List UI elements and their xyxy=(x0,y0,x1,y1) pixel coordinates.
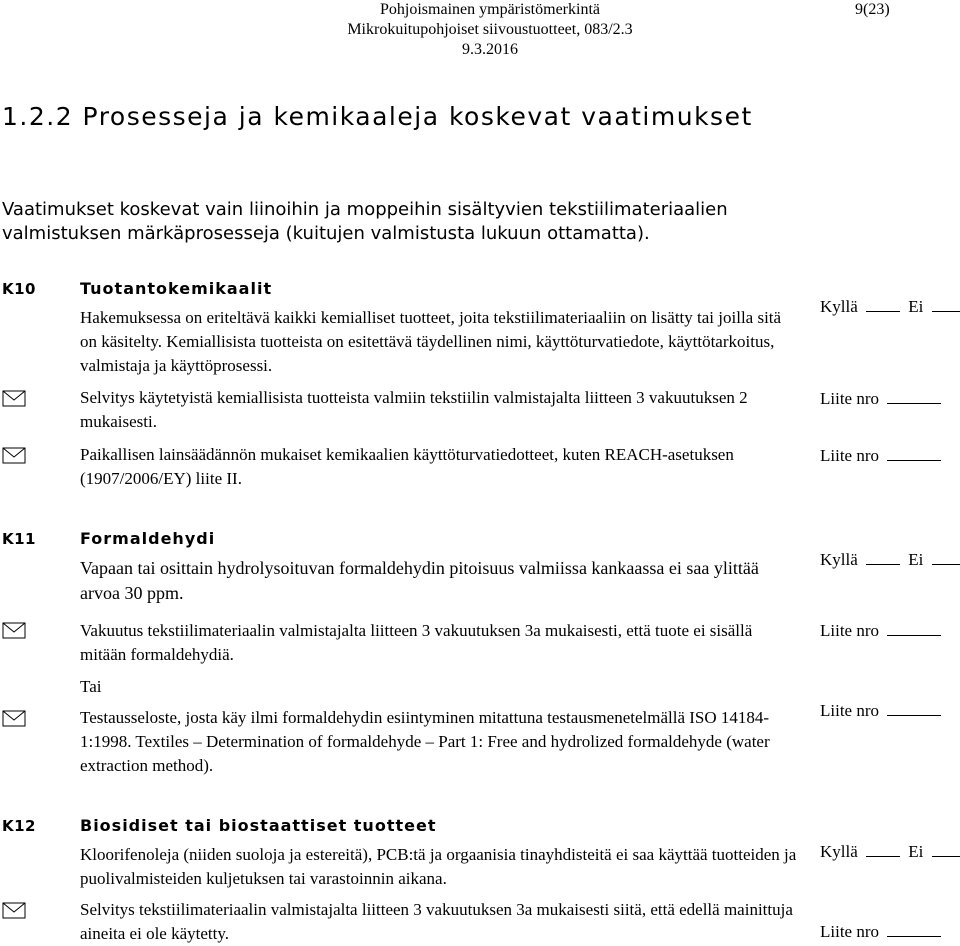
attachment-blank[interactable] xyxy=(887,387,941,404)
attachment-blank[interactable] xyxy=(887,699,941,716)
header-document-name: Mikrokuitupohjoiset siivoustuotteet, 083/2.3 xyxy=(347,21,633,38)
yes-no-answer-k10[interactable] xyxy=(820,295,960,319)
requirement-text-k12: Kloorifenoleja (niiden suoloja ja estereitä), PCB:tä ja orgaanisia tinayhdisteitä ei saa käyttää tuotteiden ja puolivalmisteiden kuljetuksen tai varastoinnin aikana. xyxy=(80,845,797,888)
envelope-icon xyxy=(2,622,26,639)
attachment-field-k11-2[interactable] xyxy=(820,699,941,723)
requirement-text-k11: Vapaan tai osittain hydrolysoituvan formaldehydin pitoisuus valmiissa kankaassa ei saa ylittää arvoa 30 ppm. xyxy=(80,558,759,603)
page-number: 9(23) xyxy=(855,1,890,18)
documentation-k11-1: Vakuutus tekstiilimateriaalin valmistajalta liitteen 3 vakuutuksen 3a mukaisesti, että tuote ei sisällä mitään formaldehydiä. xyxy=(80,621,753,664)
envelope-icon xyxy=(2,390,26,407)
yes-blank[interactable] xyxy=(866,548,900,565)
attachment-label: Liite nro xyxy=(820,621,880,640)
no-blank[interactable] xyxy=(932,295,960,312)
envelope-icon xyxy=(2,710,26,727)
attachment-blank[interactable] xyxy=(887,920,941,937)
requirement-code-k10: K10 xyxy=(2,280,36,298)
yes-label: Kyllä xyxy=(820,842,858,861)
attachment-label: Liite nro xyxy=(820,922,880,941)
no-blank[interactable] xyxy=(932,548,960,565)
no-label: Ei xyxy=(908,842,924,861)
section-title: 1.2.2 Prosesseja ja kemikaaleja koskevat vaatimukset xyxy=(2,102,753,131)
attachment-label: Liite nro xyxy=(820,389,880,408)
attachment-label: Liite nro xyxy=(820,446,880,465)
documentation-k10-1: Selvitys käytetyistä kemiallisista tuotteista valmiin tekstiilin valmistajalta liitteen 3 vakuutuksen 2 mukaisesti. xyxy=(80,388,748,431)
envelope-icon xyxy=(2,447,26,464)
requirement-title-k10: Tuotantokemikaalit xyxy=(80,279,273,298)
yes-blank[interactable] xyxy=(866,840,900,857)
requirement-code-k11: K11 xyxy=(2,530,36,548)
requirement-title-k12: Biosidiset tai biostaattiset tuotteet xyxy=(80,816,437,835)
no-blank[interactable] xyxy=(932,840,960,857)
yes-no-answer-k12[interactable] xyxy=(820,840,960,864)
header-date: 9.3.2016 xyxy=(462,41,518,58)
envelope-icon xyxy=(2,902,26,919)
attachment-blank[interactable] xyxy=(887,444,941,461)
attachment-field-k11-1[interactable] xyxy=(820,619,941,643)
attachment-field-k10-1[interactable] xyxy=(820,387,941,411)
no-label: Ei xyxy=(908,297,924,316)
documentation-k12-1: Selvitys tekstiilimateriaalin valmistajalta liitteen 3 vakuutuksen 3a mukaisesti siitä, että edellä mainittuja aineita ei ole käytetty. xyxy=(80,900,793,943)
requirement-code-k12: K12 xyxy=(2,817,36,835)
document-header xyxy=(300,0,680,60)
requirement-text-k10: Hakemuksessa on eriteltävä kaikki kemialliset tuotteet, joita tekstiilimateriaaliin on lisätty tai joilla sitä on käsitelty. Kemiallisista tuotteista on esitettävä täydellinen nimi, käyttöturvatiedote, käyttötarkoitus, valmistaja ja käyttöprosessi. xyxy=(80,308,782,375)
attachment-blank[interactable] xyxy=(887,619,941,636)
attachment-label: Liite nro xyxy=(820,701,880,720)
attachment-field-k12-1[interactable] xyxy=(820,920,941,944)
attachment-field-k10-2[interactable] xyxy=(820,444,941,468)
no-label: Ei xyxy=(908,550,924,569)
yes-label: Kyllä xyxy=(820,550,858,569)
yes-no-answer-k11[interactable] xyxy=(820,548,960,572)
or-separator: Tai xyxy=(80,677,102,696)
section-intro: Vaatimukset koskevat vain liinoihin ja moppeihin sisältyvien tekstiilimateriaalien valmistuksen märkäprosesseja (kuitujen valmistusta lukuun ottamatta). xyxy=(2,199,728,244)
requirement-title-k11: Formaldehydi xyxy=(80,529,216,548)
yes-blank[interactable] xyxy=(866,295,900,312)
documentation-k10-2: Paikallisen lainsäädännön mukaiset kemikaalien käyttöturvatiedotteet, kuten REACH-asetuksen (1907/2006/EY) liite II. xyxy=(80,445,734,488)
documentation-k11-2: Testausseloste, josta käy ilmi formaldehydin esiintyminen mitattuna testausmenetelmällä ISO 14184-1:1998. Textiles – Determination of formaldehyde – Part 1: Free and hydrolized formaldehyde (water extraction method). xyxy=(80,708,770,775)
yes-label: Kyllä xyxy=(820,297,858,316)
header-program-name: Pohjoismainen ympäristömerkintä xyxy=(380,1,600,18)
